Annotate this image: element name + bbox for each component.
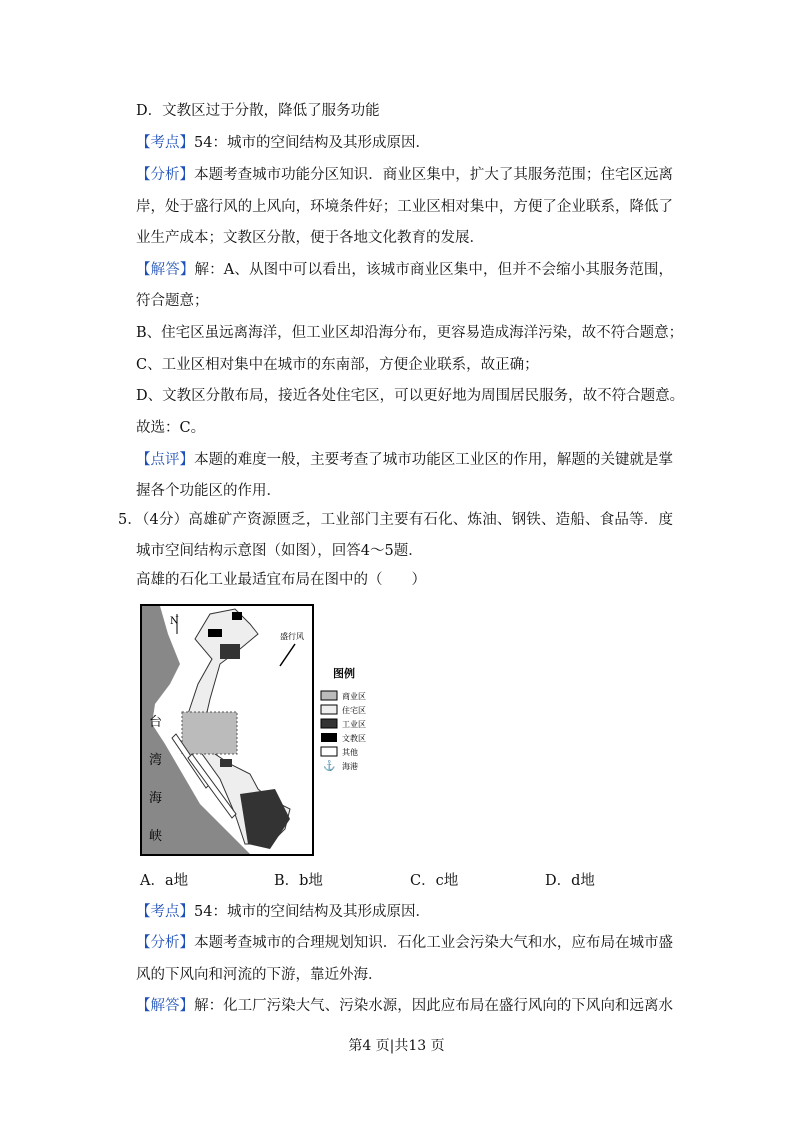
jieda-line: 故选：C。	[136, 420, 206, 436]
jieda-text: 解：A、从图中可以看出，该城市商业区集中，但并不会缩小其服务范围，	[194, 262, 673, 278]
q5-question: 高雄的石化工业最适宜布局在图中的（ ）	[136, 572, 426, 588]
anchor-icon: ⚓	[323, 761, 336, 772]
fenxi-text: 本题考查城市功能分区知识．商业区集中，扩大了其服务范围；住宅区远离	[194, 167, 673, 183]
jieda-line: B、住宅区虽远离海洋，但工业区却沿海分布，更容易造成海洋污染，故不符合题意；	[136, 325, 684, 341]
q5-stem: 5．（4分）高雄矿产资源匮乏，工业部门主要有石化、炼油、钢铁、造船、食品等．度	[118, 512, 673, 528]
kaodian	[136, 133, 673, 153]
wind-label: 盛行风	[280, 632, 304, 641]
jieda-line: D、文教区分散布局，接近各处住宅区，可以更好地为周围居民服务，故不符合题意。	[136, 388, 685, 404]
fenxi-line: 风的下风向和河流的下游，靠近外海．	[136, 967, 383, 983]
svg-text:住宅区: 住宅区	[342, 706, 366, 715]
jieda-tag: 【解答】	[136, 262, 195, 278]
dianping-line: 握各个功能区的作用．	[136, 483, 281, 499]
fenxi-tag: 【分析】	[136, 167, 195, 183]
fenxi-tag: 【分析】	[136, 935, 195, 951]
svg-text:商业区: 商业区	[342, 692, 366, 701]
jieda-line: C、工业区相对集中在城市的东南部，方便企业联系，故正确；	[136, 357, 539, 373]
kaohsiung-map	[140, 604, 390, 860]
kaodian-text: 54：城市的空间结构及其形成原因．	[194, 904, 430, 920]
strait-label: 湾	[149, 753, 163, 768]
dianping-line	[136, 450, 673, 470]
jieda-line	[136, 260, 673, 280]
legend-title: 图例	[333, 667, 355, 680]
svg-text:其他: 其他	[342, 748, 358, 757]
option-a[interactable]: A．a地	[140, 873, 189, 889]
fenxi-line: 岸，处于盛行风的上风向，环境条件好；工业区相对集中，方便了企业联系，降低了	[136, 199, 673, 215]
strait-label: 海	[149, 791, 163, 806]
kaodian-text: 54：城市的空间结构及其形成原因．	[194, 135, 430, 151]
jieda-line	[136, 996, 673, 1016]
page-footer: 第4 页|共13 页	[348, 1038, 445, 1054]
legend	[321, 691, 366, 772]
option-b[interactable]: B．b地	[274, 873, 323, 889]
kaodian-tag: 【考点】	[136, 904, 194, 920]
svg-text:工业区: 工业区	[342, 720, 366, 729]
fenxi-text: 本题考查城市的合理规划知识．石化工业会污染大气和水，应布局在城市盛	[194, 935, 673, 951]
fenxi-line	[136, 165, 673, 185]
svg-text:海港: 海港	[342, 762, 358, 771]
kaodian	[136, 902, 673, 922]
commercial-zone	[182, 712, 237, 754]
dianping-tag: 【点评】	[136, 452, 195, 468]
dianping-text: 本题的难度一般，主要考查了城市功能区工业区的作用，解题的关键就是掌	[194, 452, 673, 468]
option-d[interactable]: D．d地	[545, 873, 595, 889]
north-label: N	[170, 616, 179, 627]
svg-text:文教区: 文教区	[342, 734, 366, 743]
kaodian-tag: 【考点】	[136, 135, 194, 151]
jieda-tag: 【解答】	[136, 998, 195, 1014]
fenxi-line	[136, 933, 673, 953]
option-d: D．文教区过于分散，降低了服务功能	[136, 103, 380, 119]
jieda-line: 符合题意；	[136, 293, 209, 309]
strait-label: 峡	[149, 829, 163, 844]
option-c[interactable]: C．c地	[410, 873, 459, 889]
strait-label: 台	[149, 715, 163, 730]
fenxi-line: 业生产成本；文教区分散，便于各地文化教育的发展．	[136, 230, 484, 246]
jieda-text: 解：化工厂污染大气、污染水源，因此应布局在盛行风向的下风向和远离水	[194, 998, 673, 1014]
q5-stem: 城市空间结构示意图（如图），回答4～5题．	[136, 543, 423, 559]
